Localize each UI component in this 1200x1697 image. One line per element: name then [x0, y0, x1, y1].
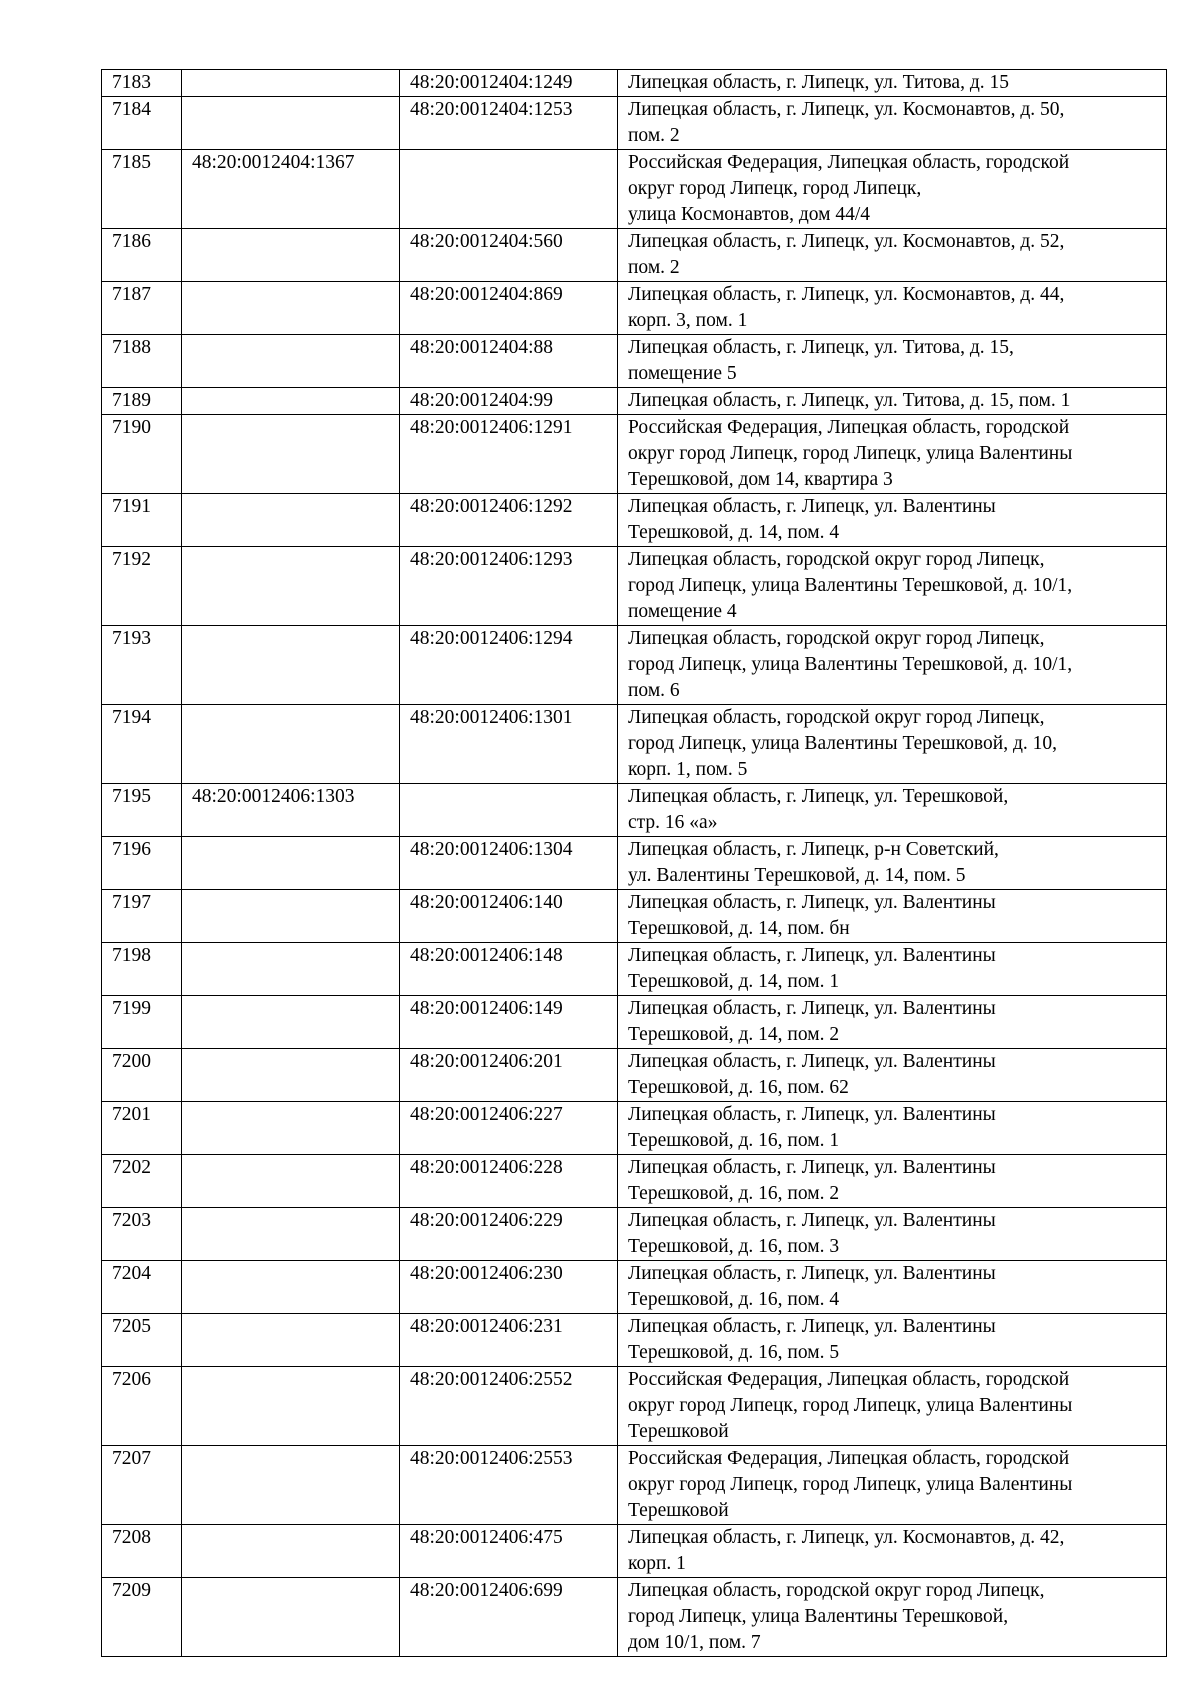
- address-cell: Липецкая область, г. Липецк, ул. Космонавтов, д. 50, пом. 2: [618, 97, 1167, 150]
- object-cadastral-number-cell: 48:20:0012404:560: [400, 229, 618, 282]
- address-cell: Российская Федерация, Липецкая область, городской округ город Липецк, город Липецк, улица Валентины Терешковой, дом 14, квартира 3: [618, 415, 1167, 494]
- land-cadastral-number-cell: [182, 97, 400, 150]
- address-cell: Липецкая область, г. Липецк, ул. Валентины Терешковой, д. 14, пом. 4: [618, 494, 1167, 547]
- land-cadastral-number-cell: [182, 494, 400, 547]
- row-number-cell: 7184: [102, 97, 182, 150]
- land-cadastral-number-cell: [182, 547, 400, 626]
- address-cell: Липецкая область, г. Липецк, ул. Терешковой, стр. 16 «а»: [618, 784, 1167, 837]
- table-row: [102, 547, 1167, 626]
- object-cadastral-number-cell: 48:20:0012404:869: [400, 282, 618, 335]
- table-row: [102, 415, 1167, 494]
- address-cell: Липецкая область, г. Липецк, ул. Валентины Терешковой, д. 16, пом. 2: [618, 1155, 1167, 1208]
- land-cadastral-number-cell: [182, 626, 400, 705]
- table-row: [102, 705, 1167, 784]
- land-cadastral-number-cell: [182, 415, 400, 494]
- land-cadastral-number-cell: [182, 388, 400, 415]
- land-cadastral-number-cell: 48:20:0012406:1303: [182, 784, 400, 837]
- property-registry-table: [101, 69, 1167, 1657]
- row-number-cell: 7202: [102, 1155, 182, 1208]
- object-cadastral-number-cell: 48:20:0012404:88: [400, 335, 618, 388]
- row-number-cell: 7208: [102, 1525, 182, 1578]
- object-cadastral-number-cell: 48:20:0012404:1249: [400, 70, 618, 97]
- address-cell: Российская Федерация, Липецкая область, городской округ город Липецк, город Липецк, улица Валентины Терешковой: [618, 1367, 1167, 1446]
- land-cadastral-number-cell: [182, 996, 400, 1049]
- object-cadastral-number-cell: 48:20:0012406:140: [400, 890, 618, 943]
- table-row: [102, 1578, 1167, 1657]
- address-cell: Липецкая область, городской округ город Липецк, город Липецк, улица Валентины Терешковой, д. 10/1, помещение 4: [618, 547, 1167, 626]
- table-row: [102, 335, 1167, 388]
- land-cadastral-number-cell: [182, 70, 400, 97]
- row-number-cell: 7207: [102, 1446, 182, 1525]
- table-row: [102, 1446, 1167, 1525]
- table-row: [102, 1367, 1167, 1446]
- table-row: [102, 282, 1167, 335]
- address-cell: Липецкая область, г. Липецк, ул. Титова, д. 15, пом. 1: [618, 388, 1167, 415]
- row-number-cell: 7204: [102, 1261, 182, 1314]
- object-cadastral-number-cell: 48:20:0012404:99: [400, 388, 618, 415]
- table-row: [102, 150, 1167, 229]
- table-row: [102, 784, 1167, 837]
- table-row: [102, 229, 1167, 282]
- address-cell: Липецкая область, г. Липецк, ул. Космонавтов, д. 52, пом. 2: [618, 229, 1167, 282]
- object-cadastral-number-cell: 48:20:0012406:2553: [400, 1446, 618, 1525]
- object-cadastral-number-cell: 48:20:0012406:227: [400, 1102, 618, 1155]
- table-row: [102, 97, 1167, 150]
- object-cadastral-number-cell: 48:20:0012406:699: [400, 1578, 618, 1657]
- table-row: [102, 1049, 1167, 1102]
- object-cadastral-number-cell: 48:20:0012406:201: [400, 1049, 618, 1102]
- land-cadastral-number-cell: [182, 1102, 400, 1155]
- address-cell: Липецкая область, г. Липецк, ул. Валентины Терешковой, д. 14, пом. 1: [618, 943, 1167, 996]
- address-cell: Липецкая область, г. Липецк, ул. Валентины Терешковой, д. 16, пом. 3: [618, 1208, 1167, 1261]
- object-cadastral-number-cell: 48:20:0012406:1291: [400, 415, 618, 494]
- table-row: [102, 943, 1167, 996]
- registry-table-body: [102, 70, 1167, 1657]
- object-cadastral-number-cell: 48:20:0012406:229: [400, 1208, 618, 1261]
- land-cadastral-number-cell: [182, 335, 400, 388]
- row-number-cell: 7200: [102, 1049, 182, 1102]
- row-number-cell: 7193: [102, 626, 182, 705]
- row-number-cell: 7189: [102, 388, 182, 415]
- row-number-cell: 7186: [102, 229, 182, 282]
- land-cadastral-number-cell: [182, 1578, 400, 1657]
- land-cadastral-number-cell: [182, 837, 400, 890]
- object-cadastral-number-cell: 48:20:0012406:148: [400, 943, 618, 996]
- table-row: [102, 1314, 1167, 1367]
- address-cell: Липецкая область, г. Липецк, ул. Валентины Терешковой, д. 14, пом. бн: [618, 890, 1167, 943]
- table-row: [102, 1102, 1167, 1155]
- row-number-cell: 7191: [102, 494, 182, 547]
- object-cadastral-number-cell: 48:20:0012406:475: [400, 1525, 618, 1578]
- row-number-cell: 7185: [102, 150, 182, 229]
- object-cadastral-number-cell: 48:20:0012404:1253: [400, 97, 618, 150]
- row-number-cell: 7199: [102, 996, 182, 1049]
- land-cadastral-number-cell: [182, 1208, 400, 1261]
- row-number-cell: 7195: [102, 784, 182, 837]
- address-cell: Липецкая область, г. Липецк, ул. Титова, д. 15: [618, 70, 1167, 97]
- table-row: [102, 996, 1167, 1049]
- address-cell: Липецкая область, городской округ город Липецк, город Липецк, улица Валентины Терешковой, д. 10, корп. 1, пом. 5: [618, 705, 1167, 784]
- address-cell: Липецкая область, городской округ город Липецк, город Липецк, улица Валентины Терешковой, д. 10/1, пом. 6: [618, 626, 1167, 705]
- object-cadastral-number-cell: 48:20:0012406:1294: [400, 626, 618, 705]
- table-row: [102, 494, 1167, 547]
- row-number-cell: 7201: [102, 1102, 182, 1155]
- row-number-cell: 7183: [102, 70, 182, 97]
- address-cell: Липецкая область, г. Липецк, ул. Космонавтов, д. 44, корп. 3, пом. 1: [618, 282, 1167, 335]
- address-cell: Липецкая область, г. Липецк, ул. Валентины Терешковой, д. 16, пом. 4: [618, 1261, 1167, 1314]
- object-cadastral-number-cell: 48:20:0012406:1293: [400, 547, 618, 626]
- land-cadastral-number-cell: 48:20:0012404:1367: [182, 150, 400, 229]
- row-number-cell: 7196: [102, 837, 182, 890]
- object-cadastral-number-cell: 48:20:0012406:1301: [400, 705, 618, 784]
- table-row: [102, 70, 1167, 97]
- table-row: [102, 1155, 1167, 1208]
- land-cadastral-number-cell: [182, 1525, 400, 1578]
- address-cell: Липецкая область, г. Липецк, ул. Валентины Терешковой, д. 16, пом. 62: [618, 1049, 1167, 1102]
- land-cadastral-number-cell: [182, 1314, 400, 1367]
- address-cell: Липецкая область, г. Липецк, ул. Космонавтов, д. 42, корп. 1: [618, 1525, 1167, 1578]
- row-number-cell: 7206: [102, 1367, 182, 1446]
- address-cell: Российская Федерация, Липецкая область, городской округ город Липецк, город Липецк, улица Валентины Терешковой: [618, 1446, 1167, 1525]
- row-number-cell: 7203: [102, 1208, 182, 1261]
- object-cadastral-number-cell: 48:20:0012406:230: [400, 1261, 618, 1314]
- address-cell: Липецкая область, г. Липецк, ул. Валентины Терешковой, д. 16, пом. 1: [618, 1102, 1167, 1155]
- object-cadastral-number-cell: 48:20:0012406:1292: [400, 494, 618, 547]
- row-number-cell: 7192: [102, 547, 182, 626]
- row-number-cell: 7190: [102, 415, 182, 494]
- object-cadastral-number-cell: 48:20:0012406:149: [400, 996, 618, 1049]
- row-number-cell: 7197: [102, 890, 182, 943]
- table-row: [102, 1525, 1167, 1578]
- land-cadastral-number-cell: [182, 229, 400, 282]
- table-row: [102, 890, 1167, 943]
- row-number-cell: 7205: [102, 1314, 182, 1367]
- land-cadastral-number-cell: [182, 1155, 400, 1208]
- row-number-cell: 7198: [102, 943, 182, 996]
- address-cell: Липецкая область, г. Липецк, ул. Титова, д. 15, помещение 5: [618, 335, 1167, 388]
- object-cadastral-number-cell: 48:20:0012406:228: [400, 1155, 618, 1208]
- land-cadastral-number-cell: [182, 1367, 400, 1446]
- table-row: [102, 837, 1167, 890]
- object-cadastral-number-cell: 48:20:0012406:2552: [400, 1367, 618, 1446]
- address-cell: Липецкая область, г. Липецк, ул. Валентины Терешковой, д. 14, пом. 2: [618, 996, 1167, 1049]
- land-cadastral-number-cell: [182, 1261, 400, 1314]
- address-cell: Российская Федерация, Липецкая область, городской округ город Липецк, город Липецк, улица Космонавтов, дом 44/4: [618, 150, 1167, 229]
- row-number-cell: 7209: [102, 1578, 182, 1657]
- table-row: [102, 1261, 1167, 1314]
- document-page: [101, 69, 1166, 1657]
- row-number-cell: 7194: [102, 705, 182, 784]
- object-cadastral-number-cell: 48:20:0012406:1304: [400, 837, 618, 890]
- land-cadastral-number-cell: [182, 705, 400, 784]
- address-cell: Липецкая область, городской округ город Липецк, город Липецк, улица Валентины Терешковой, дом 10/1, пом. 7: [618, 1578, 1167, 1657]
- row-number-cell: 7187: [102, 282, 182, 335]
- land-cadastral-number-cell: [182, 1446, 400, 1525]
- land-cadastral-number-cell: [182, 282, 400, 335]
- table-row: [102, 1208, 1167, 1261]
- address-cell: Липецкая область, г. Липецк, ул. Валентины Терешковой, д. 16, пом. 5: [618, 1314, 1167, 1367]
- table-row: [102, 388, 1167, 415]
- table-row: [102, 626, 1167, 705]
- address-cell: Липецкая область, г. Липецк, р-н Советский, ул. Валентины Терешковой, д. 14, пом. 5: [618, 837, 1167, 890]
- land-cadastral-number-cell: [182, 1049, 400, 1102]
- object-cadastral-number-cell: 48:20:0012406:231: [400, 1314, 618, 1367]
- land-cadastral-number-cell: [182, 943, 400, 996]
- object-cadastral-number-cell: [400, 784, 618, 837]
- object-cadastral-number-cell: [400, 150, 618, 229]
- row-number-cell: 7188: [102, 335, 182, 388]
- land-cadastral-number-cell: [182, 890, 400, 943]
